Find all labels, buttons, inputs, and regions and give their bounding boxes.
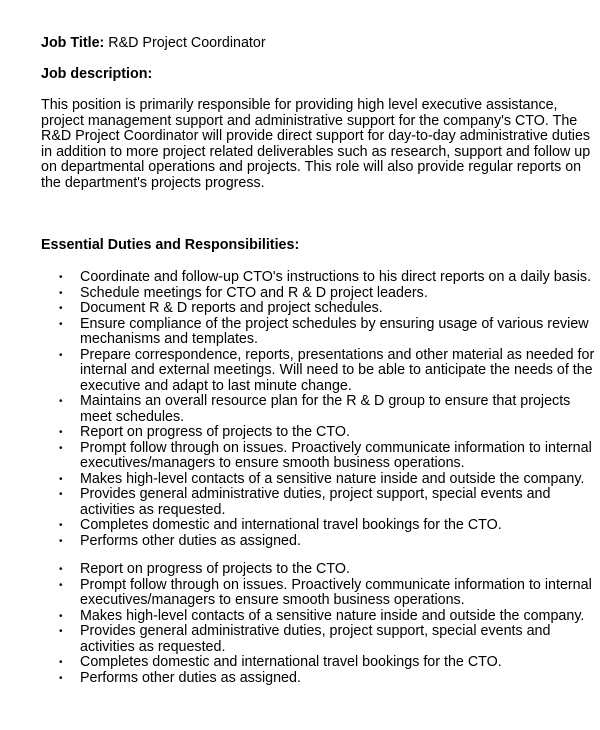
- duty-list-item: [0, 562, 600, 578]
- duty-list-item: [0, 425, 600, 441]
- description-line: R&D Project Coordinator will provide direct support for day-to-day administrative duties: [41, 128, 591, 145]
- duty-text-line: Makes high-level contacts of a sensitive nature inside and outside the company.: [80, 470, 585, 487]
- duty-list-item: [0, 578, 600, 609]
- duty-text-line: Report on progress of projects to the CTO.: [80, 424, 350, 440]
- duty-text-line: Coordinate and follow-up CTO's instructions to his direct reports on a daily basis.: [80, 269, 592, 285]
- duty-text-line: Provides general administrative duties, project support, special events and: [80, 623, 551, 639]
- duty-list-item: [0, 472, 600, 488]
- duty-list-item: [0, 671, 600, 687]
- bullet-icon: •: [59, 564, 63, 575]
- duty-list-item: [0, 301, 600, 317]
- duty-text-line: Makes high-level contacts of a sensitive nature inside and outside the company.: [80, 607, 585, 624]
- bullet-icon: •: [59, 303, 63, 314]
- duty-text-line: Completes domestic and international travel bookings for the CTO.: [80, 654, 502, 670]
- duty-list-item: [0, 270, 600, 286]
- bullet-icon: •: [59, 396, 63, 407]
- duty-text-line: mechanisms and templates.: [80, 331, 258, 347]
- description-line: the department's projects progress.: [41, 174, 265, 191]
- bullet-icon: •: [59, 442, 63, 454]
- bullet-icon: •: [59, 535, 63, 547]
- bullet-icon: •: [59, 672, 63, 684]
- duty-text-line: activities as requested.: [80, 501, 226, 518]
- duty-text-line: Prompt follow through on issues. Proactively communicate information to internal: [80, 439, 592, 456]
- bullet-icon: •: [59, 579, 63, 591]
- duty-text-line: Completes domestic and international travel bookings for the CTO.: [80, 517, 502, 533]
- duty-text-line: Performs other duties as assigned.: [80, 532, 301, 549]
- duty-list-item: [0, 441, 600, 472]
- bullet-icon: •: [59, 489, 63, 500]
- bullet-icon: •: [59, 349, 63, 361]
- duty-list-item: [0, 394, 600, 425]
- duty-text-line: Performs other duties as assigned.: [80, 669, 301, 686]
- job-description-heading: Job description:: [41, 66, 153, 82]
- duty-text-line: Provides general administrative duties, project support, special events and: [80, 486, 551, 502]
- duty-text-line: executive and adapt to last minute change.: [80, 377, 352, 394]
- bullet-icon: •: [59, 287, 63, 299]
- duty-text-line: Report on progress of projects to the CTO.: [80, 561, 350, 577]
- description-line: on departmental operations and projects. This role will also provide regular reports on: [41, 159, 582, 176]
- bullet-icon: •: [59, 427, 63, 438]
- duty-list-item: [0, 348, 600, 395]
- bullet-icon: •: [59, 657, 63, 668]
- duty-list-item: [0, 609, 600, 625]
- duty-text-line: executives/managers to ensure smooth business operations.: [80, 455, 465, 471]
- duties-list-primary: [0, 270, 600, 549]
- description-line: This position is primarily responsible for providing high level executive assistance,: [41, 97, 558, 113]
- duty-list-item: [0, 487, 600, 518]
- job-title-line: [41, 36, 581, 52]
- description-line: in addition to more project related deliverables such as research, support and follow up: [41, 143, 591, 160]
- duties-list-secondary: [0, 562, 600, 686]
- duties-heading: Essential Duties and Responsibilities:: [41, 237, 300, 253]
- job-description-paragraph: [41, 97, 591, 192]
- description-line: project management support and administrative support for the company's CTO. The: [41, 112, 578, 129]
- duty-list-item: [0, 655, 600, 671]
- duty-text-line: Document R & D reports and project schedules.: [80, 300, 383, 316]
- duty-text-line: Ensure compliance of the project schedules by ensuring usage of various review: [80, 315, 589, 332]
- job-title-label: Job Title:: [41, 35, 105, 51]
- duty-list-item: [0, 286, 600, 302]
- bullet-icon: •: [59, 473, 63, 485]
- bullet-icon: •: [59, 272, 63, 283]
- duty-list-item: [0, 518, 600, 534]
- duty-text-line: internal and external meetings. Will need to be able to anticipate the needs of the: [80, 362, 593, 378]
- job-title-value: R&D Project Coordinator: [104, 35, 266, 51]
- duty-list-item: [0, 624, 600, 655]
- bullet-icon: •: [59, 318, 63, 330]
- duty-list-item: [0, 534, 600, 550]
- duty-text-line: activities as requested.: [80, 638, 226, 655]
- duty-text-line: Prompt follow through on issues. Proactively communicate information to internal: [80, 576, 592, 593]
- bullet-icon: •: [59, 520, 63, 531]
- bullet-icon: •: [59, 626, 63, 637]
- bullet-icon: •: [59, 610, 63, 622]
- duty-text-line: Prepare correspondence, reports, presentations and other material as needed for: [80, 346, 595, 363]
- duty-list-item: [0, 317, 600, 348]
- duty-text-line: Schedule meetings for CTO and R & D project leaders.: [80, 284, 428, 301]
- duty-text-line: Maintains an overall resource plan for the R & D group to ensure that projects: [80, 393, 571, 409]
- duty-text-line: executives/managers to ensure smooth business operations.: [80, 592, 465, 608]
- duty-text-line: meet schedules.: [80, 408, 185, 425]
